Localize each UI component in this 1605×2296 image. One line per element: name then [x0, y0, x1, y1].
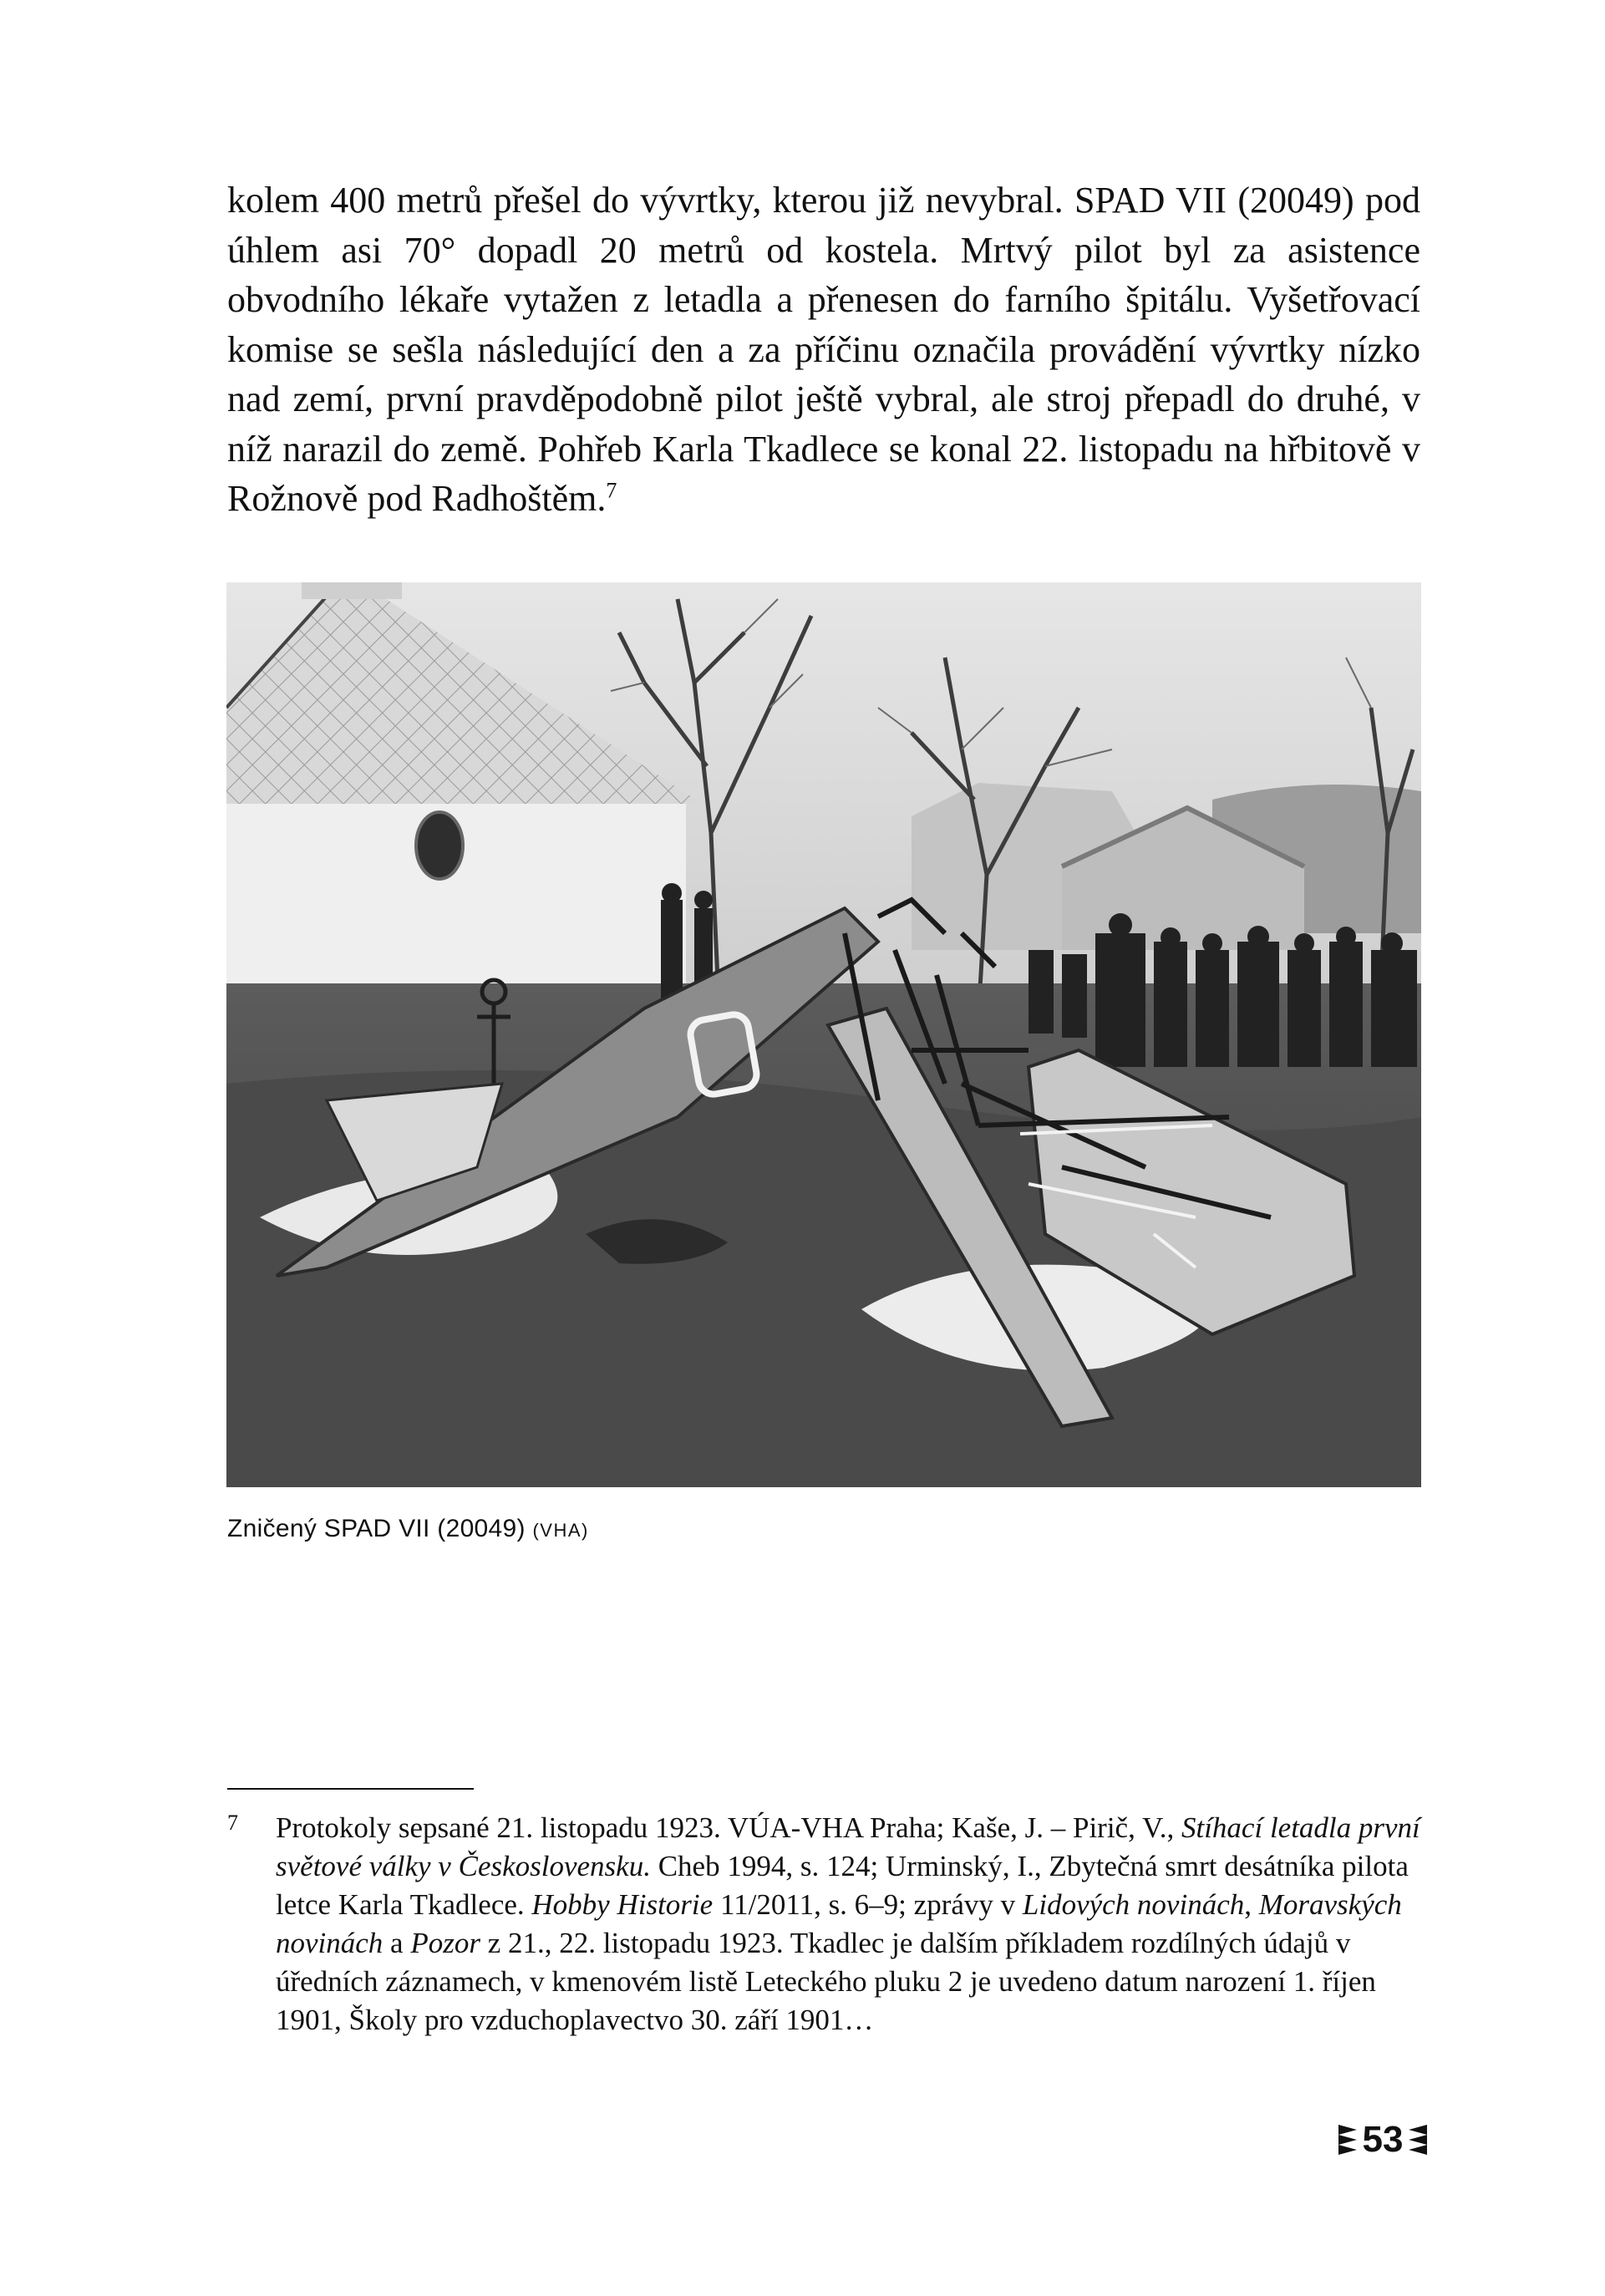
footnote-separator [227, 1788, 474, 1790]
chevron-stack-right-icon [1407, 2121, 1429, 2158]
footnote-number: 7 [227, 1811, 238, 1835]
footnote-segment: Cheb 1994, s. 124; Urminský, I., Zbytečná smrt desátníka pilota letce Karla Tkadlece. [276, 1850, 1409, 1921]
footnote-segment-italic: Pozor [410, 1927, 480, 1959]
footnote-segment: 11/2011, s. 6–9; zprávy v [713, 1888, 1023, 1921]
footnote-segment: a [383, 1927, 411, 1959]
crash-photo [226, 582, 1421, 1487]
footnote-segment: , [1244, 1888, 1259, 1921]
footnote-segment-italic: Stíhací letadla první světové války v Československu. [276, 1811, 1420, 1882]
footnote-segment: Protokoly sepsané 21. listopadu 1923. VÚA-VHA Praha; Kaše, J. – Pirič, V., [276, 1811, 1181, 1844]
photo-caption-source: (VHA) [532, 1520, 589, 1541]
body-paragraph-text: kolem 400 metrů přešel do vývrtky, kterou již nevybral. SPAD VII (20049) pod úhlem asi 70° dopadl 20 metrů od kostela. Mrtvý pilot byl za asistence obvodního lékaře vytažen z letadla a přenesen do farního špitálu. Vyšetřovací komise se sešla následující den a za příčinu označila provádění vývrtky nízko nad zemí, první pravděpodobně pilot ještě vybral, ale stroj přepadl do druhé, v níž narazil do země. Pohřeb Karla Tkadlece se konal 22. listopadu na hřbitově v Rožnově pod Radhoštěm. [227, 180, 1420, 519]
footnote-segment-italic: Moravských novinách [276, 1888, 1402, 1959]
page-number [1337, 2117, 1429, 2162]
footnote-text [276, 1809, 1420, 2039]
footnote-reference: 7 [606, 478, 617, 503]
footnote-segment: z 21., 22. listopadu 1923. Tkadlec je dalším příkladem rozdílných údajů v úředních záznamech, v kmenovém listě Leteckého pluku 2 je uvedeno datum narození 1. říjen 1901, Školy pro vzduchoplavectvo 30. září 1901… [276, 1927, 1376, 2036]
footnote-segment-italic: Hobby Historie [531, 1888, 714, 1921]
footnote [227, 1809, 1420, 2039]
body-paragraph [227, 175, 1420, 524]
page-number-value: 53 [1362, 2119, 1404, 2160]
footnote-segment-italic: Lidových novinách [1022, 1888, 1245, 1921]
photo-caption-text: Zničený SPAD VII (20049) [227, 1515, 533, 1542]
crash-photo-image [226, 582, 1421, 1487]
chevron-stack-left-icon [1337, 2121, 1359, 2158]
photo-caption [227, 1513, 589, 1547]
